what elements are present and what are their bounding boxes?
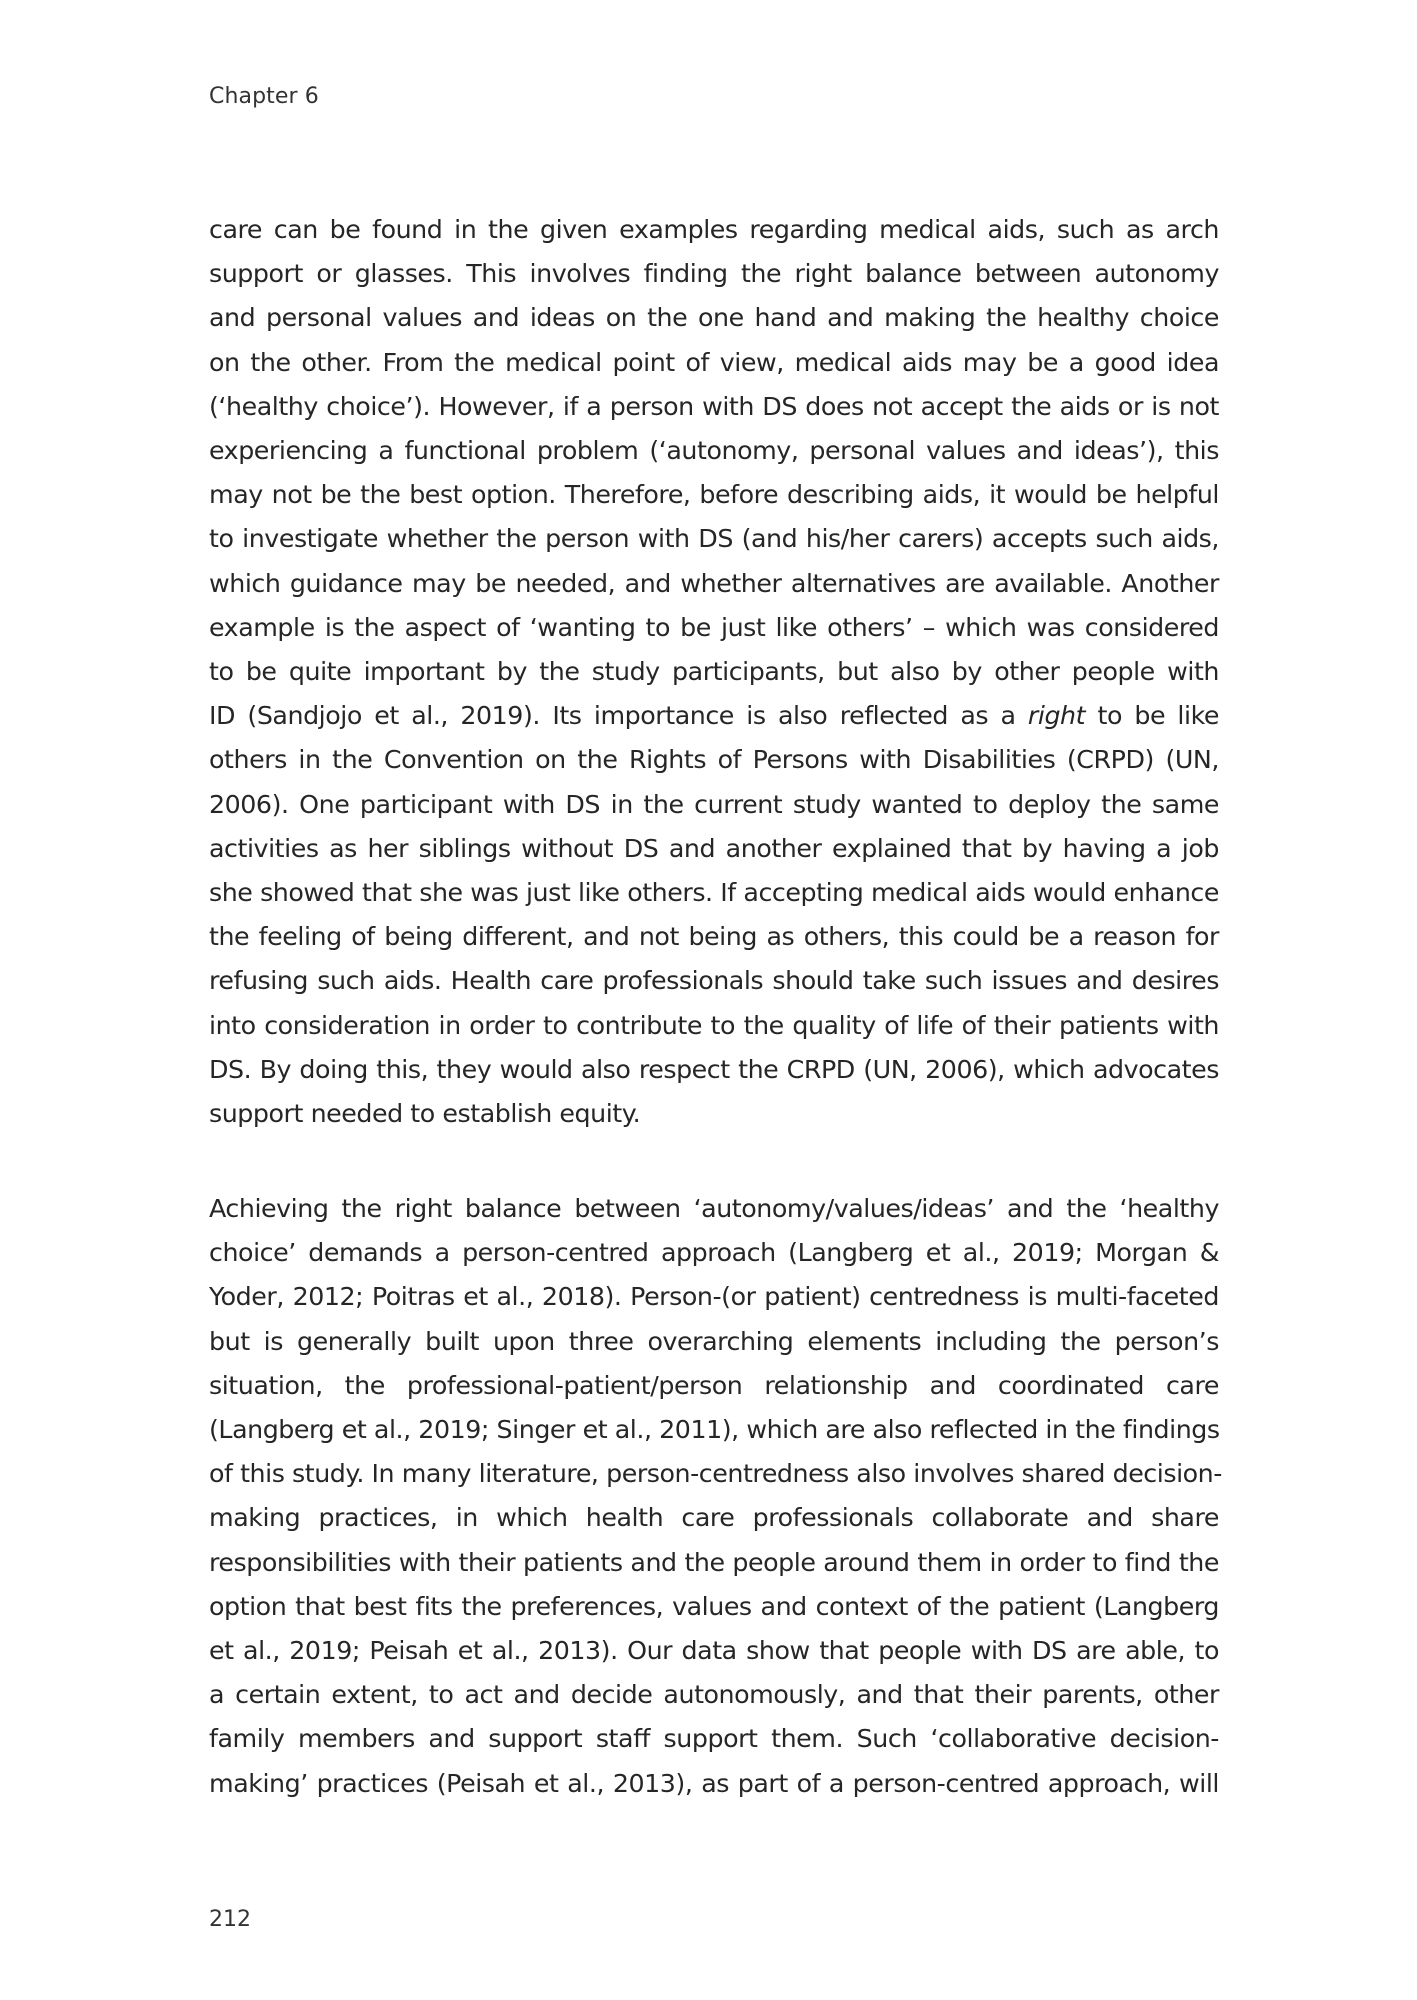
text-line: 2006). One participant with DS in the current study wanted to deploy the same bbox=[209, 789, 1219, 819]
text-line: family members and support staff support them. Such ‘collaborative decision- bbox=[209, 1724, 1219, 1754]
text-line: of this study. In many literature, person-centredness also involves shared decision- bbox=[209, 1459, 1222, 1489]
text-line: which guidance may be needed, and whether alternatives are available. Another bbox=[209, 568, 1219, 598]
text-line: option that best fits the preferences, values and context of the patient (Langberg bbox=[209, 1591, 1219, 1621]
text-run: ID (Sandjojo et al., 2019). Its importance is also reflected as a bbox=[209, 701, 1028, 731]
text-line: DS. By doing this, they would also respect the CRPD (UN, 2006), which advocates bbox=[209, 1054, 1219, 1084]
text-line: responsibilities with their patients and the people around them in order to find the bbox=[209, 1547, 1219, 1577]
text-line: a certain extent, to act and decide autonomously, and that their parents, other bbox=[209, 1680, 1219, 1710]
text-line: situation, the professional-patient/person relationship and coordinated care bbox=[209, 1370, 1219, 1400]
text-line: Yoder, 2012; Poitras et al., 2018). Person-(or patient) centredness is multi-faceted bbox=[209, 1282, 1219, 1312]
text-line: on the other. From the medical point of view, medical aids may be a good idea bbox=[209, 347, 1219, 377]
text-line: making practices, in which health care professionals collaborate and share bbox=[209, 1503, 1219, 1533]
text-line: support or glasses. This involves finding the right balance between autonomy bbox=[209, 259, 1219, 289]
text-line: making’ practices (Peisah et al., 2013), as part of a person-centred approach, will bbox=[209, 1768, 1219, 1798]
text-line: care can be found in the given examples regarding medical aids, such as arch bbox=[209, 215, 1219, 244]
text-line: et al., 2019; Peisah et al., 2013). Our data show that people with DS are able, to bbox=[209, 1636, 1219, 1666]
text-line: the feeling of being different, and not being as others, this could be a reason for bbox=[209, 922, 1219, 952]
text-line: others in the Convention on the Rights of Persons with Disabilities (CRPD) (UN, bbox=[209, 745, 1219, 775]
text-line-with-italic bbox=[209, 694, 1219, 738]
page-number: 212 bbox=[209, 1907, 251, 1932]
text-line: support needed to establish equity. bbox=[209, 1099, 641, 1129]
italic-word: right bbox=[1027, 701, 1086, 731]
text-run: to be like bbox=[1085, 701, 1219, 731]
text-line: and personal values and ideas on the one hand and making the healthy choice bbox=[209, 303, 1219, 333]
text-line: to be quite important by the study participants, but also by other people with bbox=[209, 657, 1219, 687]
text-line: activities as her siblings without DS and another explained that by having a job bbox=[209, 833, 1219, 863]
text-line: she showed that she was just like others. If accepting medical aids would enhance bbox=[209, 878, 1219, 908]
text-line: example is the aspect of ‘wanting to be just like others’ – which was considered bbox=[209, 612, 1219, 642]
body-paragraph-1 bbox=[209, 208, 1219, 1136]
text-line: experiencing a functional problem (‘autonomy, personal values and ideas’), this bbox=[209, 436, 1219, 466]
text-line: to investigate whether the person with DS (and his/her carers) accepts such aids, bbox=[209, 524, 1219, 554]
text-line: refusing such aids. Health care professionals should take such issues and desires bbox=[209, 966, 1219, 996]
text-line: (Langberg et al., 2019; Singer et al., 2011), which are also reflected in the findings bbox=[209, 1415, 1220, 1445]
text-line: may not be the best option. Therefore, before describing aids, it would be helpful bbox=[209, 480, 1219, 510]
text-line: (‘healthy choice’). However, if a person with DS does not accept the aids or is not bbox=[209, 391, 1219, 421]
text-line: Achieving the right balance between ‘autonomy/values/ideas’ and the ‘healthy bbox=[209, 1194, 1219, 1223]
body-paragraph-2 bbox=[209, 1187, 1222, 1806]
text-line: choice’ demands a person-centred approach (Langberg et al., 2019; Morgan & bbox=[209, 1238, 1219, 1268]
text-line: into consideration in order to contribute to the quality of life of their patients with bbox=[209, 1010, 1219, 1040]
text-line: but is generally built upon three overarching elements including the person’s bbox=[209, 1326, 1219, 1356]
running-header: Chapter 6 bbox=[209, 84, 319, 109]
